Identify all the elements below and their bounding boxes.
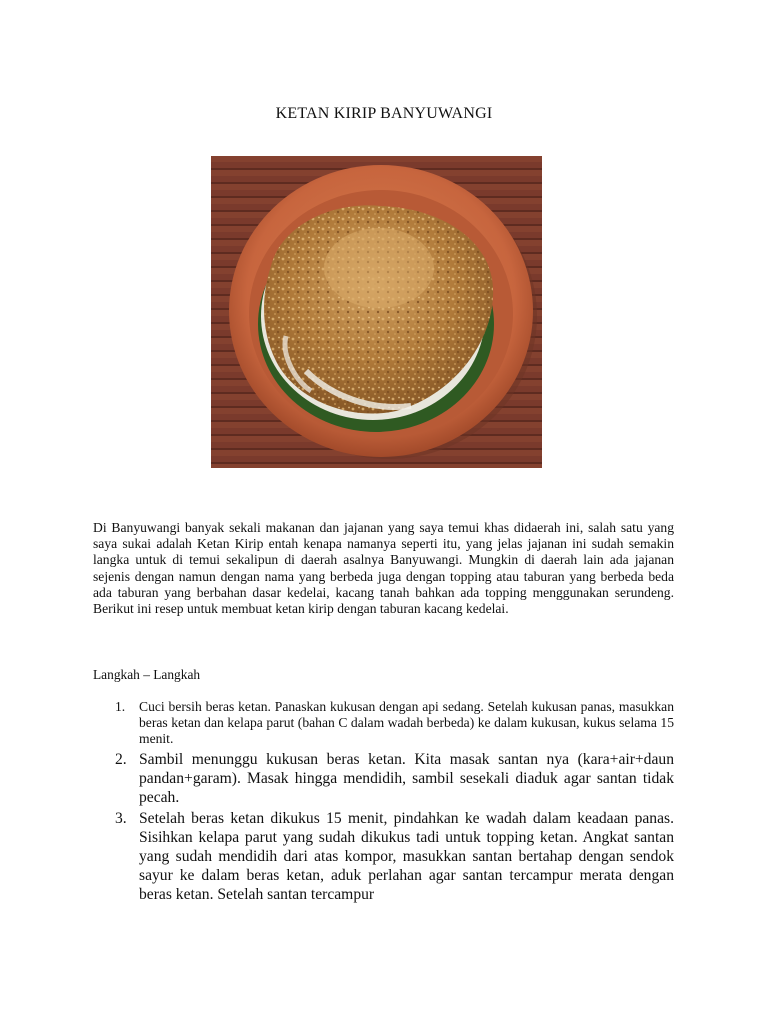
intro-paragraph: Di Banyuwangi banyak sekali makanan dan jajanan yang saya temui khas didaerah ini, salah satu yang saya sukai adalah Ketan Kirip entah kenapa namanya seperti itu, yang jelas jajanan ini sudah semakin langka untuk di temui sekalipun di daerah asalnya Banyuwangi. Mungkin di daerah lain ada jajanan sejenis dengan namun dengan nama yang berbeda juga dengan topping atau taburan yang berbeda beda ada taburan yang berbahan dasar kedelai, kacang tanah bahkan ada topping menggunakan serundeng. Berikut ini resep untuk membuat ketan kirip dengan taburan kacang kedelai. [93,520,674,617]
step-item [93,699,674,748]
food-image [211,156,542,468]
step-number: 1. [115,699,126,714]
step-item [93,750,674,807]
step-text: Sambil menunggu kukusan beras ketan. Kita masak santan nya (kara+air+daun pandan+garam). Masak hingga mendidih, sambil sesekali diaduk agar santan tidak pecah. [139,750,674,806]
ketan-kirip-photo [211,156,542,468]
document-title: KETAN KIRIP BANYUWANGI [275,105,493,122]
steps-heading: Langkah – Langkah [93,667,201,682]
step-item [93,809,674,904]
steps-list [93,699,674,906]
step-text: Cuci bersih beras ketan. Panaskan kukusan dengan api sedang. Setelah kukusan panas, masukkan beras ketan dan kelapa parut (bahan C dalam wadah berbeda) ke dalam kukusan, kukus selama 15 menit. [139,699,674,747]
step-number: 2. [115,750,127,768]
step-number: 3. [115,809,127,827]
step-text: Setelah beras ketan dikukus 15 menit, pindahkan ke wadah dalam keadaan panas. Sisihkan kelapa parut yang sudah dikukus tadi untuk topping ketan. Angkat santan yang sudah mendidih dari atas kompor, masukkan santan bertahap dengan sendok sayur ke dalam beras ketan, aduk perlahan agar santan tercampur merata dengan beras ketan. Setelah santan tercampur [139,809,674,903]
